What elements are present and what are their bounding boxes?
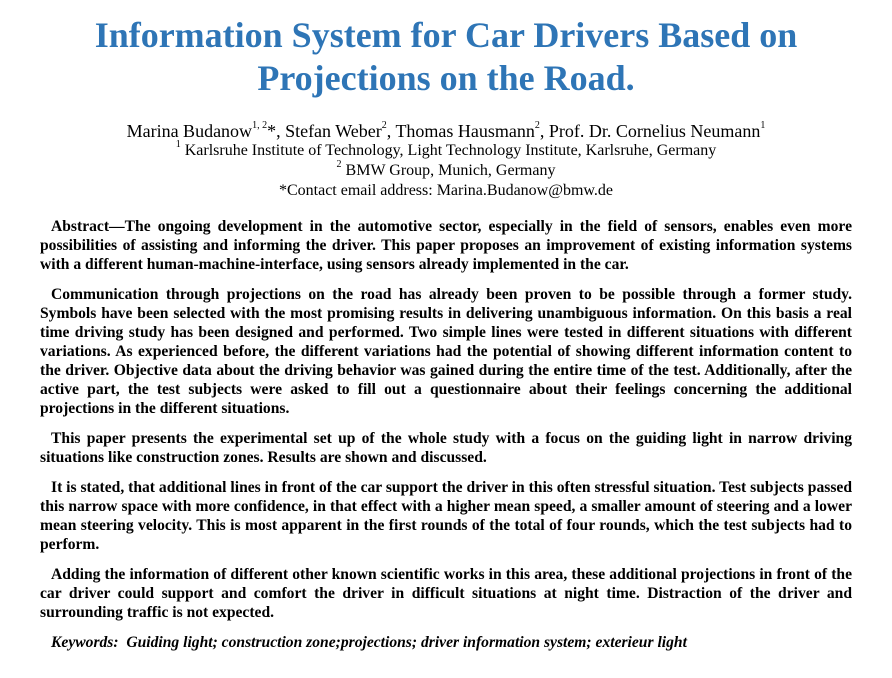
abstract-section (40, 217, 852, 652)
author-separator: *, (267, 121, 286, 141)
abstract-paragraph: It is stated, that additional lines in front of the car support the driver in this often stressful situation. Test subjects passed this narrow space with more confidence, in that effect with a higher mean speed, a smaller amount of steering and a lower mean steering velocity. This is most apparent in the first rounds of the total of four rounds, which the test subjects had to perform. (40, 479, 852, 553)
abstract-paragraph: Abstract—The ongoing development in the automotive sector, especially in the field of sensors, enables even more possibilities of assisting and informing the driver. This paper proposes an improvement of existing information systems with a different human-machine-interface, using sensors already implemented in the car. (40, 218, 852, 273)
author-superscript: 2 (534, 120, 540, 131)
author-name: Prof. Dr. Cornelius Neumann (548, 121, 761, 141)
author-name: Thomas Hausmann (395, 121, 535, 141)
author-name: Stefan Weber (285, 121, 382, 141)
author-superscript: 2 (381, 120, 387, 131)
author-superscript: 1 (760, 120, 766, 131)
abstract-paragraph: Communication through projections on the road has already been proven to be possible through a former study. Symbols have been selected with the most promising results in delivering unambiguous information. On this basis a real time driving study has been designed and performed. Two simple lines were tested in different situations with different variations. As experienced before, the different variations had the potential of showing different information content to the driver. Objective data about the driving behavior was gained during the entire time of the test. Additionally, after the active part, the test subjects were asked to fill out a questionnaire about their feelings concerning the additional projections in the different situations. (40, 286, 852, 417)
affiliation (40, 158, 852, 181)
author-superscript: 1, 2 (252, 120, 268, 131)
affiliation-text: BMW Group, Munich, Germany (341, 162, 556, 179)
keywords-line: Keywords: Guiding light; construction zone;projections; driver information system; exterieur light (51, 634, 687, 651)
author-separator: , (386, 121, 396, 141)
affiliation-superscript: 1 (175, 138, 181, 150)
abstract-paragraph: Adding the information of different other known scientific works in this area, these additional projections in front of the car driver could support and comfort the driver in difficult situations at night time. Distraction of the driver and surrounding traffic is not expected. (40, 566, 852, 621)
affiliation-text: Karlsruhe Institute of Technology, Light Technology Institute, Karlsruhe, Germany (180, 142, 717, 159)
author-separator: , (539, 121, 549, 141)
affiliation (40, 138, 852, 161)
abstract-paragraph: This paper presents the experimental set up of the whole study with a focus on the guiding light in narrow driving situations like construction zones. Results are shown and discussed. (40, 430, 852, 466)
author-name: Marina Budanow (126, 121, 253, 141)
author-line (40, 121, 852, 141)
paper-title: Information System for Car Drivers Based on Projections on the Road. (94, 15, 798, 98)
affiliation-superscript: 2 (336, 158, 342, 170)
contact-email: *Contact email address: Marina.Budanow@bmw.de (278, 182, 614, 199)
